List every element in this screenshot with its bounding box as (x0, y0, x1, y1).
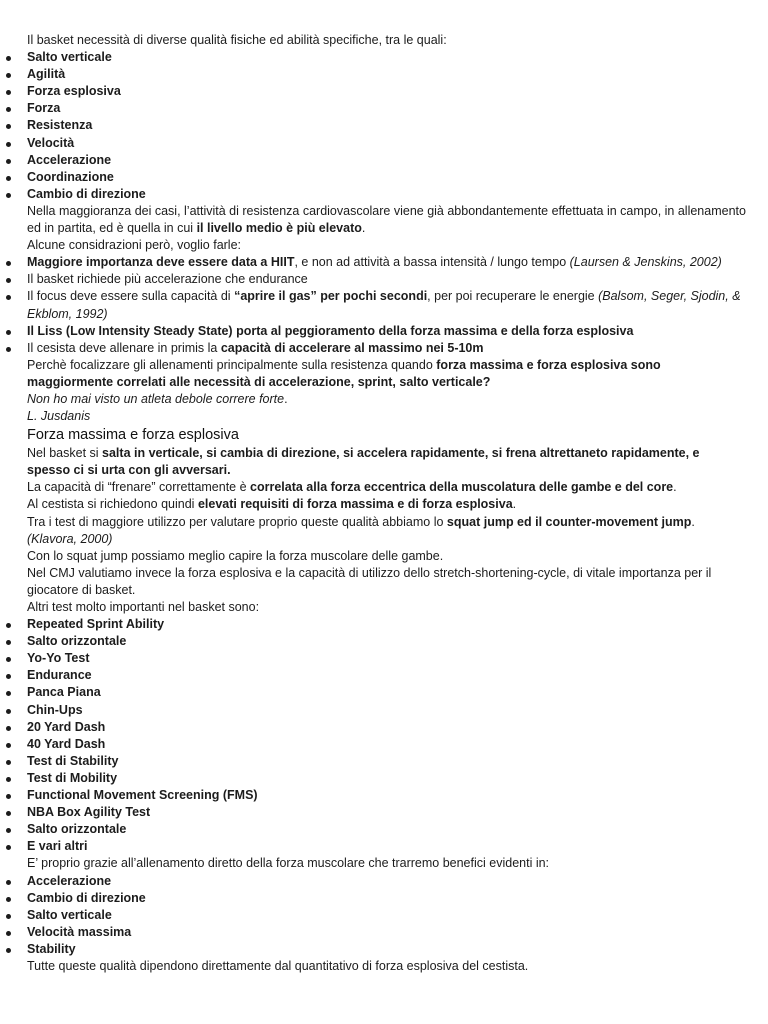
list-item (0, 684, 768, 701)
text-run: Nel CMJ valutiamo invece la forza esplosiva e la capacità di utilizzo dello stretch-shortening-cycle, di vitale importanza per il giocatore di basket. (27, 565, 712, 597)
text-run: Endurance (27, 668, 92, 683)
paragraph (0, 496, 768, 513)
text-run: Accelerazione (27, 152, 112, 167)
text-run: . (361, 221, 366, 236)
list-item (0, 736, 768, 753)
list-item (0, 650, 768, 667)
text-run: Tra i test di maggiore utilizzo per valutare proprio queste qualità abbiamo lo (27, 514, 447, 529)
text-run: La capacità di “frenare” correttamente è (27, 480, 251, 495)
list-item (0, 787, 768, 804)
text-run: Stability (27, 941, 76, 956)
text-run: Forza massima e forza esplosiva (27, 427, 239, 444)
text-run: Velocità (27, 135, 75, 150)
paragraph (0, 548, 768, 565)
text-run: Cambio di direzione (27, 186, 146, 201)
text-run: Test di Stability (27, 753, 119, 768)
text-run: Il basket richiede più accelerazione che endurance (27, 272, 308, 287)
list-item (0, 702, 768, 719)
text-run: Velocità massima (27, 924, 132, 939)
text-run: forza massima e forza esplosiva sono maggiormente correlati alle necessità di accelerazione, sprint, salto verticale? (27, 357, 661, 389)
text-run: Salto orizzontale (27, 822, 127, 837)
text-run: Agilità (27, 67, 66, 82)
list-item (0, 117, 768, 134)
paragraph (0, 408, 768, 425)
text-run: Salto verticale (27, 50, 112, 65)
list-item (0, 770, 768, 787)
text-run: (Laursen & Jenskins, 2002) (569, 255, 722, 270)
list-item (0, 186, 768, 203)
list-item (0, 288, 768, 322)
list-item (0, 821, 768, 838)
list-item (0, 907, 768, 924)
text-run: (Balsom, Seger, Sjodin, & Ekblom, 1992) (27, 289, 741, 321)
text-run: , e non ad attività a bassa intensità / lungo tempo (294, 255, 570, 270)
list-item (0, 271, 768, 288)
list-item (0, 667, 768, 684)
list-item (0, 838, 768, 855)
text-run: Nel basket si (27, 446, 103, 461)
list-item (0, 924, 768, 941)
paragraph (0, 391, 768, 408)
text-run: il livello medio è più elevato (196, 221, 362, 236)
text-run: . (512, 497, 517, 512)
paragraph (0, 445, 768, 479)
text-run: E vari altri (27, 839, 88, 854)
list-item (0, 616, 768, 633)
list-item (0, 340, 768, 357)
text-run: . (691, 514, 695, 529)
text-run: Il focus deve essere sulla capacità di (27, 289, 235, 304)
list-item (0, 753, 768, 770)
text-run: Al cestista si richiedono quindi (27, 497, 198, 512)
text-run: 20 Yard Dash (27, 719, 106, 734)
paragraph (0, 237, 768, 254)
text-run: (Klavora, 2000) (27, 531, 113, 546)
paragraph (0, 514, 768, 548)
text-run: Coordinazione (27, 169, 114, 184)
text-run: Panca Piana (27, 685, 101, 700)
text-run: . (673, 480, 677, 495)
list-item (0, 633, 768, 650)
text-run: Tutte queste qualità dipendono direttamente dal quantitativo di forza esplosiva del cestista. (27, 958, 529, 973)
section-heading (0, 425, 768, 445)
text-run: Forza (27, 101, 61, 116)
text-run: Accelerazione (27, 873, 112, 888)
text-run: capacità di accelerare al massimo nei 5-10m (220, 340, 484, 355)
text-run: Con lo squat jump possiamo meglio capire la forza muscolare delle gambe. (27, 548, 444, 563)
text-run: Salto verticale (27, 907, 112, 922)
text-run: salta in verticale, si cambia di direzione, si accelera rapidamente, si frena altrettaneto rapidamente, e spesso ci si urta con gli avversari. (27, 446, 700, 478)
list-item (0, 66, 768, 83)
list-item (0, 323, 768, 340)
paragraph (0, 32, 768, 49)
text-run: Resistenza (27, 118, 93, 133)
paragraph (0, 565, 768, 599)
text-run: Alcune considrazioni però, voglio farle: (27, 238, 242, 253)
paragraph (0, 203, 768, 237)
text-run: “aprire il gas” per pochi secondi (234, 289, 428, 304)
text-run: Chin-Ups (27, 702, 83, 717)
text-run: Maggiore importanza deve essere data a HIIT (27, 255, 295, 270)
list-item (0, 135, 768, 152)
text-run: 40 Yard Dash (27, 736, 106, 751)
text-run: Test di Mobility (27, 770, 118, 785)
text-run: Salto orizzontale (27, 634, 127, 649)
text-run: . (284, 391, 288, 406)
text-run: Nella maggioranza dei casi, l’attività di resistenza cardiovascolare viene già abbondantemente effettuata in campo, in allenamento ed in partita, ed è quella in cui (27, 203, 746, 236)
list-item (0, 804, 768, 821)
document-page (0, 32, 768, 975)
paragraph (0, 479, 768, 496)
text-run: Cambio di direzione (27, 890, 146, 905)
text-run: elevati requisiti di forza massima e di forza esplosiva (197, 497, 513, 512)
text-run: Il cesista deve allenare in primis la (27, 340, 221, 355)
list-item (0, 254, 768, 271)
paragraph (0, 357, 768, 391)
text-run: Il Liss (Low Intensity Steady State) porta al peggioramento della forza massima e della forza esplosiva (27, 323, 634, 338)
text-run: Yo-Yo Test (27, 651, 90, 666)
list-item (0, 100, 768, 117)
text-run: L. Jusdanis (27, 409, 91, 424)
text-run: NBA Box Agility Test (27, 805, 151, 820)
paragraph (0, 855, 768, 872)
text-run: Perchè focalizzare gli allenamenti principalmente sulla resistenza quando (27, 357, 437, 372)
text-run: squat jump ed il counter-movement jump (446, 514, 692, 529)
list-item (0, 941, 768, 958)
text-run: Non ho mai visto un atleta debole correre forte (27, 391, 285, 406)
text-run: Repeated Sprint Ability (27, 617, 165, 632)
text-run: Altri test molto importanti nel basket sono: (27, 600, 260, 614)
text-run: Il basket necessità di diverse qualità fisiche ed abilità specifiche, tra le quali: (27, 33, 447, 47)
text-run: , per poi recuperare le energie (427, 289, 599, 304)
list-item (0, 873, 768, 890)
list-item (0, 152, 768, 169)
text-run: E’ proprio grazie all’allenamento diretto della forza muscolare che trarremo benefici evidenti in: (27, 856, 550, 871)
list-item (0, 719, 768, 736)
text-run: Functional Movement Screening (FMS) (27, 788, 258, 803)
list-item (0, 890, 768, 907)
list-item (0, 49, 768, 66)
list-item (0, 83, 768, 100)
text-run: correlata alla forza eccentrica della muscolatura delle gambe e del core (250, 480, 674, 495)
list-item (0, 169, 768, 186)
paragraph (0, 958, 768, 975)
text-run: Forza esplosiva (27, 84, 121, 99)
paragraph (0, 599, 768, 616)
